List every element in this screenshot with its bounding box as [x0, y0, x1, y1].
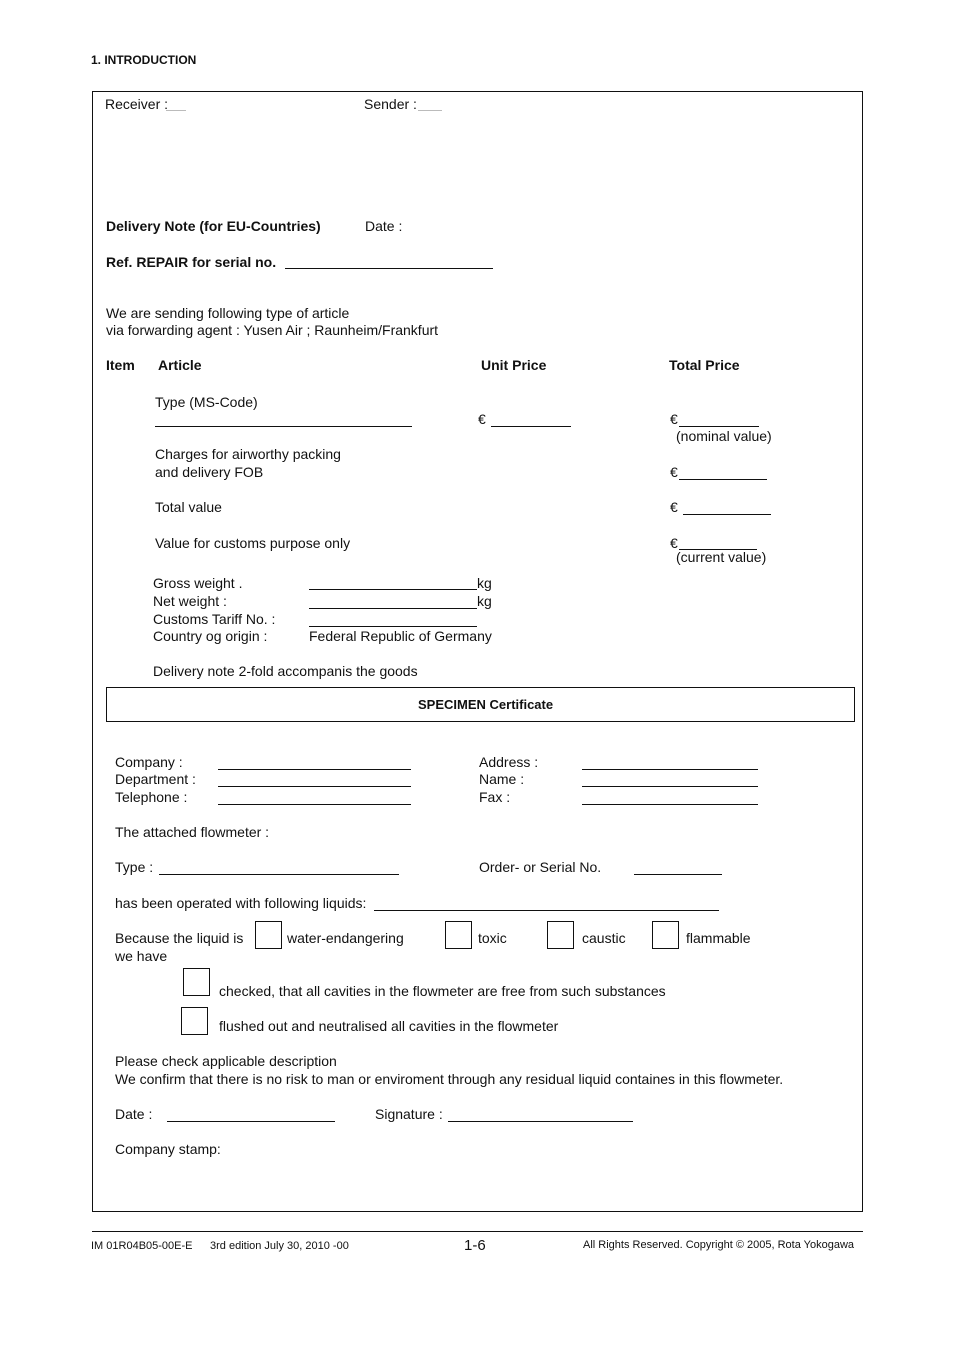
copyright-text: All Rights Reserved. Copyright © 2005, Rota Yokogawa [583, 1239, 855, 1251]
kg-unit: kg [477, 575, 492, 591]
section-heading: 1. INTRODUCTION [91, 53, 197, 67]
fax-label: Fax : [479, 789, 511, 805]
type-ms-code-field[interactable] [155, 426, 412, 427]
address-label: Address : [479, 754, 539, 770]
total-price-field[interactable] [679, 426, 759, 427]
checked-cavities-checkbox[interactable] [183, 968, 210, 996]
company-label: Company : [115, 754, 183, 770]
country-origin-label: Country og origin : [153, 628, 268, 644]
unit-price-field[interactable] [491, 426, 571, 427]
customs-tariff-label: Customs Tariff No. : [153, 611, 276, 627]
confirmation-text: We confirm that there is no risk to man or enviroment through any residual liquid containes in this flowmeter. [115, 1071, 784, 1087]
cert-date-label: Date : [115, 1106, 153, 1122]
col-total-price: Total Price [669, 357, 740, 373]
department-label: Department : [115, 771, 196, 787]
signature-field[interactable] [448, 1121, 633, 1122]
department-field[interactable] [218, 786, 411, 787]
sender-field[interactable] [418, 110, 442, 111]
type-ms-code-label: Type (MS-Code) [155, 394, 258, 410]
kg-unit: kg [477, 593, 492, 609]
flushed-cavities-checkbox[interactable] [181, 1007, 208, 1035]
operated-liquids-label: has been operated with following liquids: [115, 895, 367, 911]
delivery-note-title: Delivery Note (for EU-Countries) [106, 218, 321, 234]
attached-flowmeter-label: The attached flowmeter : [115, 824, 270, 840]
caustic-label: caustic [582, 930, 626, 946]
serial-no-field[interactable] [285, 268, 493, 269]
ref-repair-label: Ref. REPAIR for serial no. [106, 254, 277, 270]
specimen-certificate-title: SPECIMEN Certificate [418, 697, 554, 712]
liquids-field[interactable] [374, 910, 719, 911]
country-origin-value: Federal Republic of Germany [309, 628, 492, 644]
edition-text: 3rd edition July 30, 2010 -00 [210, 1240, 349, 1252]
customs-tariff-field[interactable] [309, 626, 477, 627]
order-serial-label: Order- or Serial No. [479, 859, 602, 875]
receiver-field[interactable] [166, 110, 186, 111]
col-article: Article [158, 357, 202, 373]
net-weight-field[interactable] [309, 608, 477, 609]
name-label: Name : [479, 771, 525, 787]
euro-sign: € [670, 535, 678, 551]
signature-label: Signature : [375, 1106, 443, 1122]
checked-cavities-label: checked, that all cavities in the flowmeter are free from such substances [219, 983, 666, 999]
because-liquid-label: Because the liquid is [115, 930, 244, 946]
company-stamp-label: Company stamp: [115, 1141, 221, 1157]
order-serial-field[interactable] [634, 874, 722, 875]
cert-date-field[interactable] [167, 1121, 335, 1122]
col-item: Item [106, 357, 135, 373]
date-label: Date : [365, 218, 403, 234]
company-field[interactable] [218, 769, 411, 770]
doc-number: IM 01R04B05-00E-E [91, 1240, 193, 1252]
charges-label-2: and delivery FOB [155, 464, 264, 480]
page-number: 1-6 [464, 1237, 486, 1254]
total-value-label: Total value [155, 499, 222, 515]
fax-field[interactable] [582, 804, 758, 805]
type-label: Type : [115, 859, 154, 875]
net-weight-label: Net weight : [153, 593, 227, 609]
sender-label: Sender : [364, 96, 417, 112]
type-field[interactable] [159, 874, 399, 875]
charges-label-1: Charges for airworthy packing [155, 446, 341, 462]
nominal-value-note: (nominal value) [676, 428, 772, 444]
footer-rule [92, 1231, 863, 1232]
gross-weight-field[interactable] [309, 589, 477, 590]
sending-text-1: We are sending following type of article [106, 305, 350, 321]
we-have-label: we have [115, 948, 168, 964]
telephone-label: Telephone : [115, 789, 188, 805]
gross-weight-label: Gross weight . [153, 575, 243, 591]
charges-field[interactable] [679, 479, 767, 480]
check-description-text: Please check applicable description [115, 1053, 337, 1069]
flammable-label: flammable [686, 930, 751, 946]
water-endangering-checkbox[interactable] [255, 921, 282, 949]
euro-sign: € [670, 499, 678, 515]
euro-sign: € [670, 411, 678, 427]
current-value-note: (current value) [676, 549, 767, 565]
delivery-note-text: Delivery note 2-fold accompanis the goods [153, 663, 418, 679]
sending-text-2: via forwarding agent : Yusen Air ; Raunheim/Frankfurt [106, 322, 439, 338]
telephone-field[interactable] [218, 804, 411, 805]
water-endangering-label: water-endangering [287, 930, 404, 946]
address-field[interactable] [582, 769, 758, 770]
customs-value-label: Value for customs purpose only [155, 535, 351, 551]
caustic-checkbox[interactable] [547, 921, 574, 949]
flammable-checkbox[interactable] [652, 921, 679, 949]
name-field[interactable] [582, 786, 758, 787]
col-unit-price: Unit Price [481, 357, 547, 373]
total-value-field[interactable] [683, 514, 771, 515]
euro-sign: € [670, 464, 678, 480]
flushed-cavities-label: flushed out and neutralised all cavities in the flowmeter [219, 1018, 559, 1034]
receiver-label: Receiver : [105, 96, 169, 112]
euro-sign: € [478, 411, 486, 427]
toxic-checkbox[interactable] [445, 921, 472, 949]
toxic-label: toxic [478, 930, 507, 946]
